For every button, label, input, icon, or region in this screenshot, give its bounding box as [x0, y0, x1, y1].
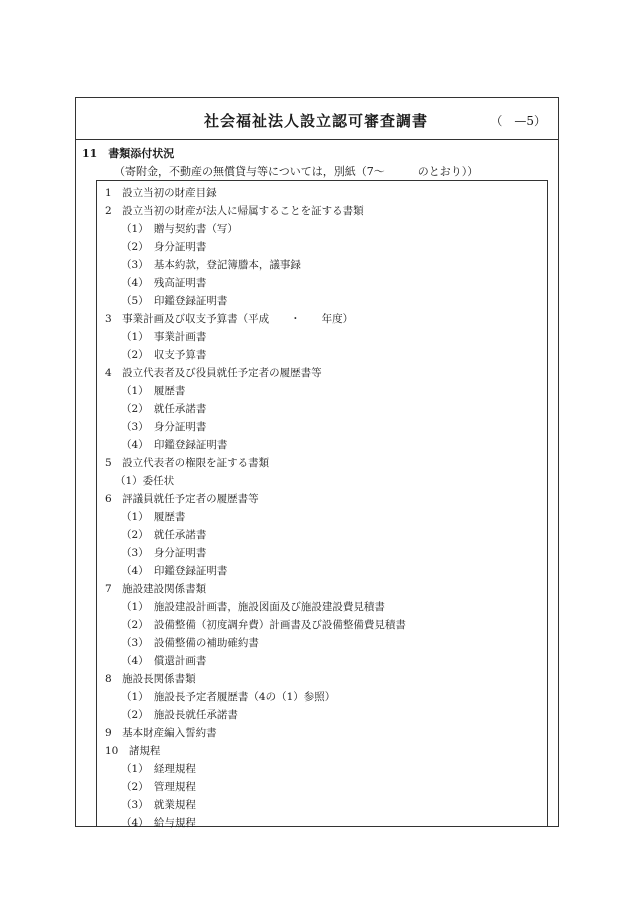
list-subitem: （2） 施設長就任承諾書: [121, 709, 238, 721]
list-subitem: （1） 施設建設計画書，施設図面及び施設建設費見積書: [121, 601, 385, 613]
list-subitem: （1） 施設長予定者履歴書（4の（1）参照）: [121, 691, 336, 703]
list-subitem: （2） 身分証明書: [121, 241, 207, 253]
section-note: （寄附金，不動産の無償貸与等については，別紙（7～ のとおり））: [114, 165, 479, 178]
list-item: 1 設立当初の財産目録: [105, 187, 217, 199]
list-subitem: （4） 印鑑登録証明書: [121, 439, 228, 451]
document-title: 社会福祉法人設立認可審査調書: [204, 112, 429, 130]
list-subitem: （3） 基本約款，登記簿謄本，議事録: [121, 259, 301, 271]
page-number: （ —5）: [490, 114, 546, 128]
list-item: 8 施設長関係書類: [105, 673, 196, 685]
list-subitem: （1） 履歴書: [121, 511, 186, 523]
list-subitem: （2） 設備整備（初度調弁費）計画書及び設備整備費見積書: [121, 619, 406, 631]
list-subitem: （2） 就任承諾書: [121, 403, 207, 415]
list-subitem: （3） 設備整備の補助確約書: [121, 637, 259, 649]
list-subitem: （4） 償還計画書: [121, 655, 207, 667]
list-subitem: （2） 管理規程: [121, 781, 196, 793]
list-subitem: （4） 印鑑登録証明書: [121, 565, 228, 577]
list-subitem: （1） 事業計画書: [121, 331, 207, 343]
list-subitem: （4） 給与規程: [121, 817, 196, 829]
attachment-list: [105, 184, 406, 832]
list-subitem: （5） 印鑑登録証明書: [121, 295, 228, 307]
list-subitem: （1） 経理規程: [121, 763, 196, 775]
document-frame: [75, 97, 559, 827]
list-subitem: （2） 就任承諾書: [121, 529, 207, 541]
list-subitem: （2） 収支予算書: [121, 349, 207, 361]
section-title: 11 書類添付状況: [82, 147, 175, 160]
list-subitem: （4） 残高証明書: [121, 277, 207, 289]
list-item: 6 評議員就任予定者の履歴書等: [105, 493, 259, 505]
list-item: 5 設立代表者の権限を証する書類: [105, 457, 270, 469]
list-item: 3 事業計画及び収支予算書（平成 ・ 年度）: [105, 313, 354, 325]
list-subitem: （1）委任状: [115, 475, 175, 487]
list-item: 7 施設建設関係書類: [105, 583, 207, 595]
list-item: 10 諸規程: [105, 745, 161, 757]
list-subitem: （3） 身分証明書: [121, 547, 207, 559]
attachment-list-box: [96, 180, 548, 827]
list-subitem: （1） 贈与契約書（写）: [121, 223, 238, 235]
list-subitem: （3） 就業規程: [121, 799, 196, 811]
list-item: 4 設立代表者及び役員就任予定者の履歴書等: [105, 367, 322, 379]
list-subitem: （3） 身分証明書: [121, 421, 207, 433]
title-row: [76, 98, 558, 140]
list-item: 9 基本財産編入誓約書: [105, 727, 217, 739]
list-subitem: （1） 履歴書: [121, 385, 186, 397]
list-item: 2 設立当初の財産が法人に帰属することを証する書類: [105, 205, 364, 217]
